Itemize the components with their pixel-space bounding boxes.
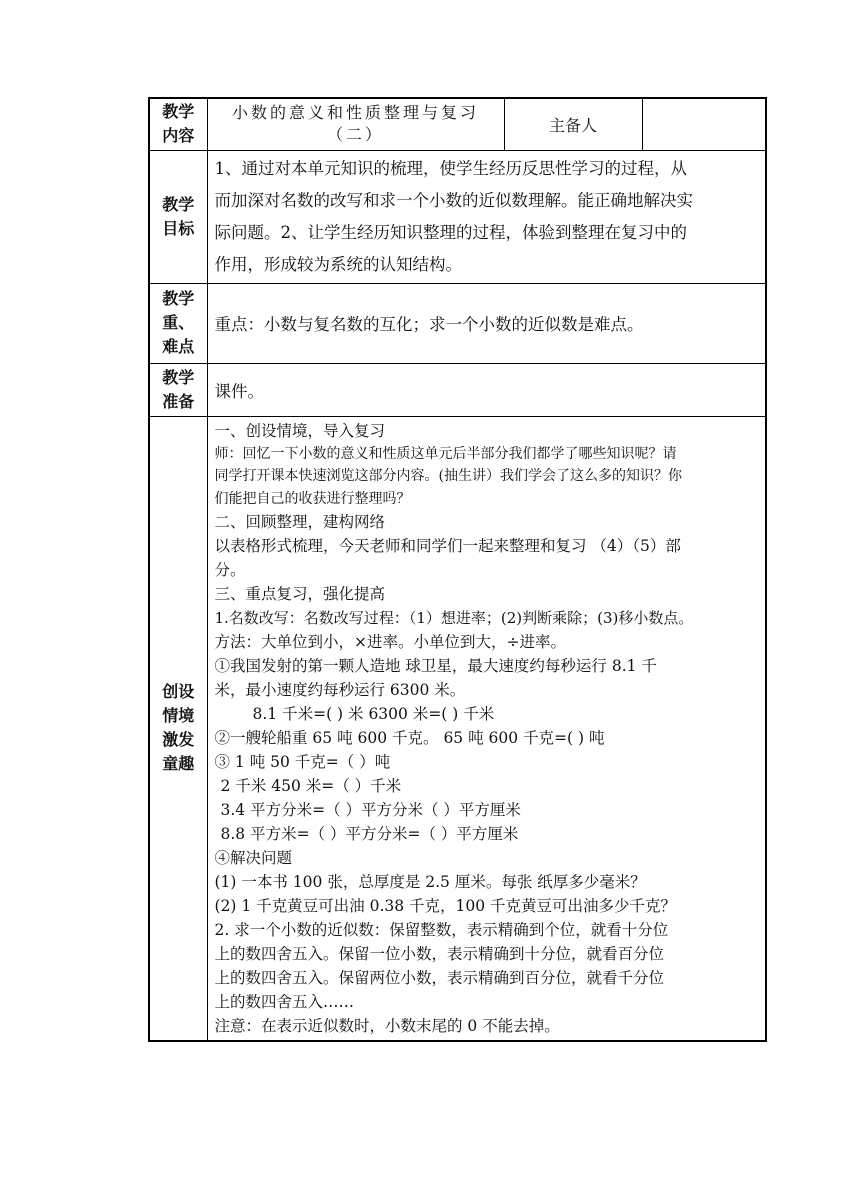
- content-label: [149, 98, 207, 150]
- prep-text: 课件。: [207, 363, 766, 416]
- goals-label-line1: 教学: [162, 194, 195, 214]
- process-line: ③ 1 吨 50 千克=（ ）吨: [214, 753, 391, 771]
- process-line: 1.名数改写：名数改写过程：（1）想进率；(2)判断乘除；(3)移小数点。: [214, 609, 694, 627]
- content-label-line1: 教学: [162, 102, 195, 122]
- prep-row: [149, 363, 766, 416]
- goals-line: 1、通过对本单元知识的梳理，使学生经历反思性学习的过程，从: [214, 158, 687, 178]
- process-line: 分。: [214, 561, 246, 579]
- goals-line: 际问题。2、让学生经历知识整理的过程，体验到整理在复习中的: [214, 222, 687, 242]
- process-line: 3.4 平方分米=（ ）平方分米（ ）平方厘米: [220, 801, 521, 819]
- keypoints-row: [149, 283, 766, 363]
- process-line: 们能把自己的收获进行整理吗？: [214, 490, 411, 507]
- process-line: 米，最小速度约每秒运行 6300 米。: [214, 681, 466, 699]
- process-line: (2) 1 千克黄豆可出油 0.38 千克，100 千克黄豆可出油多少千克？: [214, 897, 677, 915]
- keypoints-label-line2: 重、: [162, 313, 195, 332]
- keypoints-label: [149, 283, 207, 363]
- process-line: 以表格形式梳理，今天老师和同学们一起来整理和复习 （4）（5）部: [214, 537, 681, 555]
- lesson-title-line2: （二）: [326, 125, 384, 145]
- process-line: ②一艘轮船重 65 吨 600 千克。 65 吨 600 千克=( ) 吨: [214, 729, 605, 747]
- goals-line: 作用，形成较为系统的认知结构。: [214, 254, 462, 274]
- process-line: ④解决问题: [214, 849, 293, 867]
- process-line: 2. 求一个小数的近似数：保留整数，表示精确到个位，就看十分位: [214, 921, 669, 939]
- process-label-line1: 创设: [162, 682, 195, 702]
- keypoints-label-line3: 难点: [162, 337, 195, 356]
- keypoints-text: 重点：小数与复名数的互化；求一个小数的近似数是难点。: [207, 283, 766, 363]
- process-label: [149, 416, 207, 1041]
- process-label-line3: 激发: [162, 730, 195, 750]
- header-row: [149, 98, 766, 150]
- content-label-line2: 内容: [162, 126, 195, 146]
- process-line: 方法：大单位到小，×进率。小单位到大，÷进率。: [214, 633, 566, 651]
- process-line: 师：回忆一下小数的意义和性质这单元后半部分我们都学了哪些知识呢？请: [214, 445, 677, 462]
- process-line: 二、回顾整理，建构网络: [214, 513, 386, 531]
- process-label-line4: 童趣: [162, 754, 195, 774]
- process-line: 上的数四舍五入……: [214, 993, 355, 1011]
- process-line: ①我国发射的第一颗人造地 球卫星，最大速度约每秒运行 8.1 千: [214, 657, 657, 675]
- process-line: 上的数四舍五入。保留两位小数，表示精确到百分位，就看千分位: [214, 969, 665, 987]
- process-line: 2 千米 450 米=（ ）千米: [220, 777, 402, 795]
- goals-row: [149, 150, 766, 283]
- goals-label-line2: 目标: [162, 218, 195, 238]
- process-line: 同学打开课本快速浏览这部分内容。(抽生讲）我们学会了这么多的知识？你: [214, 468, 682, 484]
- process-row: [149, 416, 766, 1041]
- keypoints-label-line1: 教学: [162, 289, 195, 308]
- process-line: 一、创设情境，导入复习: [214, 421, 386, 440]
- process-line: 三、重点复习，强化提高: [214, 585, 386, 603]
- prep-label-line1: 教学: [162, 367, 195, 387]
- prep-label-line2: 准备: [162, 391, 195, 411]
- goals-label: [149, 150, 207, 283]
- lesson-title-line1: 小数的意义和性质整理与复习: [231, 103, 479, 123]
- goals-line: 而加深对名数的改写和求一个小数的近似数理解。能正确地解决实: [214, 190, 693, 210]
- goals-text: [207, 150, 766, 283]
- process-line: 8.1 千米=( ) 米 6300 米=( ) 千米: [252, 705, 495, 723]
- process-line: 8.8 平方米=（ ）平方分米=（ ）平方厘米: [220, 825, 519, 843]
- process-text: [207, 416, 766, 1041]
- process-line: (1) 一本书 100 张，总厚度是 2.5 厘米。每张 纸厚多少毫米？: [214, 873, 646, 891]
- process-label-line2: 情境: [162, 706, 195, 726]
- lesson-title: [207, 98, 504, 150]
- process-line: 注意：在表示近似数时，小数末尾的 0 不能去掉。: [214, 1017, 560, 1035]
- lesson-plan-table: [148, 97, 767, 1042]
- process-line: 上的数四舍五入。保留一位小数，表示精确到十分位，就看百分位: [214, 945, 665, 963]
- preparer-value: [642, 98, 766, 150]
- prep-label: [149, 363, 207, 416]
- preparer-label: 主备人: [504, 98, 642, 150]
